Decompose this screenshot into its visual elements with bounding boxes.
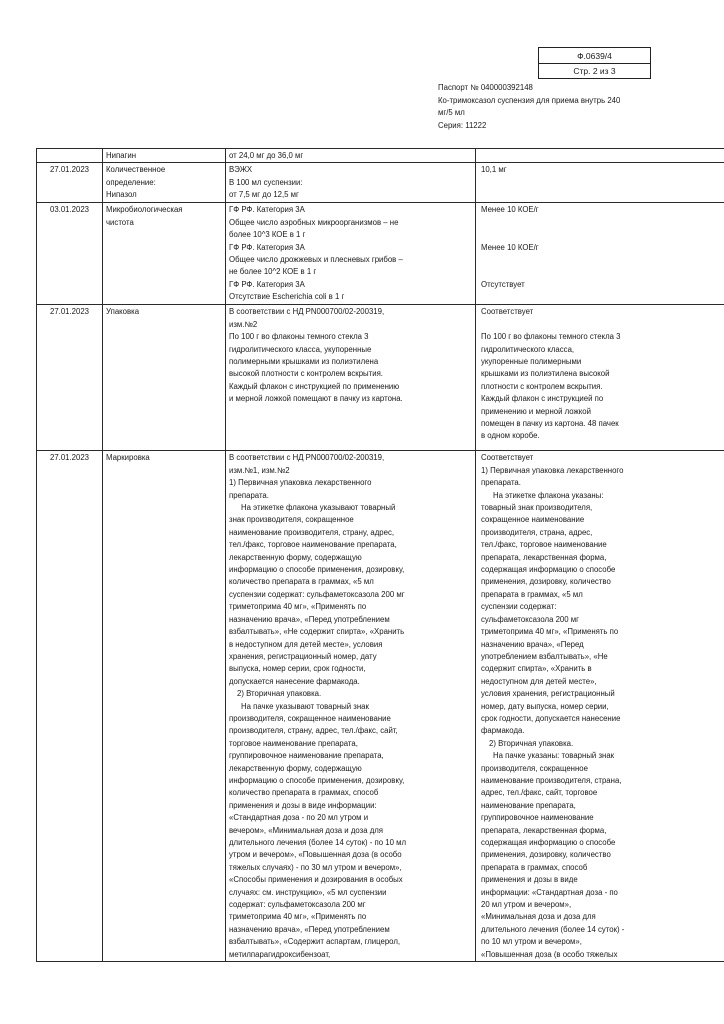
result-line: производителя, сокращенное <box>481 763 588 773</box>
result-line <box>481 229 722 241</box>
spec-line: По 100 г во флаконы темного стекла 3 <box>229 332 369 342</box>
table-row <box>37 203 724 305</box>
spec-line: взбалтывать», «Не содержит спирта», «Хранить <box>229 627 405 637</box>
result-line: наименование препарата, <box>481 800 576 810</box>
result-line: 10,1 мг <box>481 165 507 175</box>
result-line: тел./факс, торговое наименование <box>481 540 607 550</box>
result-line: номер, дату выпуска, номер серии, <box>481 701 609 711</box>
parameter-cell <box>103 149 226 163</box>
spec-line: ГФ РФ. Категория 3А <box>229 242 305 252</box>
spec-line: триметоприма 40 мг», «Применять по <box>229 912 367 922</box>
result-line: фармакода. <box>481 726 525 736</box>
result-line: применения, дозировку, количество <box>481 577 611 587</box>
passport-line: мг/5 мл <box>438 108 465 117</box>
date-cell <box>37 203 103 305</box>
result-line: адрес, тел./факс, сайт, торговое <box>481 788 598 798</box>
spec-line: 2) Вторичная упаковка. <box>237 689 322 699</box>
spec-line: 1) Первичная упаковка лекарственного <box>229 478 372 488</box>
result-line: производителя, страна, адрес, <box>481 527 593 537</box>
result-line: Соответствует <box>481 453 534 463</box>
date-text: 03.01.2023 <box>50 205 90 215</box>
result-line: триметоприма 40 мг», «Применять по <box>481 627 619 637</box>
spec-line: утром и вечером», «Повышенная доза (в особо <box>229 850 402 860</box>
spec-line: Каждый флакон с инструкцией по применению <box>229 381 400 391</box>
spec-line: «Стандартная доза - по 20 мл утром и <box>229 813 369 823</box>
name-line: Микробиологическая <box>106 205 183 215</box>
parameter-cell <box>103 203 226 305</box>
result-line: «Повышенная доза (в особо тяжелых <box>481 949 618 959</box>
form-code: Ф.0639/4 <box>577 50 612 61</box>
result-line: длительного лечения (более 14 суток) - <box>481 924 625 934</box>
name-line: Нипагин <box>106 151 137 160</box>
result-line: По 100 г во флаконы темного стекла 3 <box>481 332 621 342</box>
result-line: недоступном для детей месте», <box>481 676 597 686</box>
spec-line: На пачке указывают товарный знак <box>241 701 369 711</box>
spec-line: Отсутствие Escherichia coli в 1 г <box>229 292 345 302</box>
passport-line: Паспорт № 040000392148 <box>438 83 533 92</box>
passport-line: Серия: 11222 <box>438 120 487 130</box>
result-line <box>481 291 722 303</box>
spec-line: изм.№2 <box>229 319 258 329</box>
spec-line: назначению врача», «Перед употреблением <box>229 614 390 624</box>
spec-line: более 10^3 КОЕ в 1 г <box>229 230 306 240</box>
result-line: применению и мерной ложкой <box>481 406 591 416</box>
result-line <box>481 254 722 266</box>
result-line: 1) Первичная упаковка лекарственного <box>481 465 624 475</box>
spec-line: количество препарата в граммах, «5 мл <box>229 577 374 587</box>
result-cell <box>476 163 724 203</box>
spec-line: полимерными крышками из полиэтилена <box>229 357 379 367</box>
specification-cell <box>226 451 476 962</box>
spec-line: В соответствии с НД РN000700/02-200319, <box>229 307 385 317</box>
parameter-cell <box>103 451 226 962</box>
spec-line: количество препарата в граммах, способ <box>229 788 379 798</box>
result-line: 20 мл утром и вечером», <box>481 900 572 910</box>
spec-line: ГФ РФ. Категория 3А <box>229 279 305 289</box>
spec-line: лекарственную форму, содержащую <box>229 552 362 562</box>
spec-line: в недоступном для детей месте», условия <box>229 639 383 649</box>
name-line: Маркировка <box>106 453 150 463</box>
spec-line: не более 10^2 КОЕ в 1 г <box>229 267 317 277</box>
spec-line: гидролитического класса, укупоренные <box>229 344 372 354</box>
date-cell <box>37 305 103 451</box>
spec-line: группировочное наименование препарата, <box>229 751 384 761</box>
spec-line: На этикетке флакона указывают товарный <box>241 503 396 513</box>
result-line: в одном коробе. <box>481 431 540 441</box>
spec-line: Общее число дрожжевых и плесневых грибов – <box>229 255 403 265</box>
result-line: На этикетке флакона указаны: <box>493 490 604 500</box>
result-cell <box>476 203 724 305</box>
result-line: препарата, лекарственная форма, <box>481 825 607 835</box>
spec-line: допускается нанесение фармакода. <box>229 676 360 686</box>
result-line: Отсутствует <box>481 279 525 289</box>
result-line: укупоренные полимерными <box>481 357 582 367</box>
spec-line: В соответствии с НД РN000700/02-200319, <box>229 453 385 463</box>
result-line: срок годности, допускается нанесение <box>481 713 621 723</box>
result-line: плотности с контролем вскрытия. <box>481 381 603 391</box>
specification-cell <box>226 149 476 163</box>
name-line: определение: <box>106 177 156 187</box>
spec-line: назначению врача», «Перед употреблением <box>229 924 390 934</box>
spec-line: препарата. <box>229 490 269 500</box>
spec-line: высокой плотности с контролем вскрытия. <box>229 369 383 379</box>
result-line: содержит спирта», «Хранить в <box>481 664 592 674</box>
spec-line: изм.№1, изм.№2 <box>229 465 290 475</box>
result-line: по 10 мл утром и вечером», <box>481 937 582 947</box>
result-line: гидролитического класса, <box>481 344 575 354</box>
result-line: 2) Вторичная упаковка. <box>489 738 574 748</box>
spec-line: содержат: сульфаметоксазола 200 мг <box>229 900 366 910</box>
page-number: Стр. 2 из 3 <box>539 63 650 78</box>
specification-cell <box>226 305 476 451</box>
spec-line: торговое наименование препарата, <box>229 738 358 748</box>
result-line: наименование производителя, страна, <box>481 775 622 785</box>
result-line: употреблением взбалтывать», «Не <box>481 651 608 661</box>
spec-line: информацию о способе применения, дозировку, <box>229 775 405 785</box>
result-line: применения, дозировку, количество <box>481 850 611 860</box>
specification-cell <box>226 163 476 203</box>
result-line <box>481 319 722 331</box>
result-line: помещен в пачку из картона. 48 пачек <box>481 419 619 429</box>
result-line: Менее 10 КОЕ/г <box>481 242 539 252</box>
spec-line: вечером», «Минимальная доза и доза для <box>229 825 384 835</box>
spec-line: метилпарагидроксибензоат, <box>229 949 331 959</box>
date-text: 27.01.2023 <box>50 307 90 317</box>
date-cell <box>37 163 103 203</box>
parameter-cell <box>103 163 226 203</box>
result-line: препарата в граммах, «5 мл <box>481 589 583 599</box>
spec-line: ВЭЖХ <box>229 165 253 175</box>
result-line: применения и дозы в виде <box>481 875 578 885</box>
result-line <box>481 217 722 229</box>
date-text: 27.01.2023 <box>50 453 90 463</box>
name-line: Нипазол <box>106 190 137 200</box>
spec-line: применения и дозы в виде информации: <box>229 800 377 810</box>
result-line: товарный знак производителя, <box>481 503 593 513</box>
spec-line: от 24,0 мг до 36,0 мг <box>229 151 304 160</box>
spec-line: «Способы применения и дозирования в особых <box>229 875 403 885</box>
spec-line: выпуска, номер серии, срок годности, <box>229 664 366 674</box>
result-cell <box>476 305 724 451</box>
result-line: препарата. <box>481 478 521 488</box>
spec-line: тел./факс, торговое наименование препарата, <box>229 540 397 550</box>
specification-cell <box>226 203 476 305</box>
date-cell <box>37 451 103 962</box>
table-row <box>37 451 724 962</box>
spec-line: и мерной ложкой помещают в пачку из картона. <box>229 394 403 404</box>
passport-header <box>438 82 653 132</box>
spec-line: знак производителя, сокращенное <box>229 515 354 525</box>
result-cell <box>476 149 724 163</box>
result-line: информации: «Стандартная доза - по <box>481 887 618 897</box>
specification-table <box>36 148 724 962</box>
result-line: Соответствует <box>481 307 534 317</box>
date-cell <box>37 149 103 163</box>
result-line: препарата, лекарственная форма, <box>481 552 607 562</box>
spec-line: хранения, регистрационный номер, дату <box>229 651 377 661</box>
spec-line: суспензии содержат: сульфаметоксазола 200 мг <box>229 589 405 599</box>
spec-line: лекарственную форму, содержащую <box>229 763 362 773</box>
spec-line: тяжелых случаях) - по 30 мл утром и вечером», <box>229 862 402 872</box>
table-row <box>37 305 724 451</box>
result-line: крышками из полиэтилена высокой <box>481 369 610 379</box>
passport-line: Ко-тримоксазол суспензия для приема внутрь 240 <box>438 95 621 105</box>
spec-line: взбалтывать», «Содержит аспартам, глицерол, <box>229 937 401 947</box>
result-line: сокращенное наименование <box>481 515 585 525</box>
form-code-box <box>538 47 651 79</box>
result-line: сульфаметоксазола 200 мг <box>481 614 579 624</box>
table-row <box>37 163 724 203</box>
spec-line: Общее число аэробных микроорганизмов – не <box>229 217 399 227</box>
spec-line: В 100 мл суспензии: <box>229 177 303 187</box>
name-line: чистота <box>106 217 134 227</box>
parameter-cell <box>103 305 226 451</box>
spec-line: производителя, страну, адрес, тел./факс, сайт, <box>229 726 398 736</box>
result-line: Менее 10 КОЕ/г <box>481 205 539 215</box>
result-line: назначению врача», «Перед <box>481 639 584 649</box>
result-line: суспензии содержат: <box>481 602 557 612</box>
result-line <box>481 266 722 278</box>
table-row <box>37 149 724 163</box>
spec-line: производителя, сокращенное наименование <box>229 713 391 723</box>
result-line: «Минимальная доза и доза для <box>481 912 596 922</box>
spec-line: наименование производителя, страну, адрес, <box>229 527 395 537</box>
spec-line: от 7,5 мг до 12,5 мг <box>229 190 299 200</box>
result-line: условия хранения, регистрационный <box>481 689 615 699</box>
result-line: группировочное наименование <box>481 813 594 823</box>
result-line: содержащая информацию о способе <box>481 565 616 575</box>
name-line: Количественное <box>106 165 166 175</box>
date-text: 27.01.2023 <box>50 165 90 175</box>
spec-line: информацию о способе применения, дозировку, <box>229 565 405 575</box>
spec-line: триметоприма 40 мг», «Применять по <box>229 602 367 612</box>
spec-line: длительного лечения (более 14 суток) - по 10 мл <box>229 838 406 847</box>
result-line: содержащая информацию о способе <box>481 838 616 847</box>
result-line: На пачке указаны: товарный знак <box>493 751 615 761</box>
spec-line: ГФ РФ. Категория 3А <box>229 205 305 215</box>
result-line: препарата в граммах, способ <box>481 862 588 872</box>
name-line: Упаковка <box>106 307 140 317</box>
result-line: Каждый флакон с инструкцией по <box>481 394 604 404</box>
result-cell <box>476 451 724 962</box>
spec-line: случаях: см. инструкцию», «5 мл суспензии <box>229 887 387 897</box>
